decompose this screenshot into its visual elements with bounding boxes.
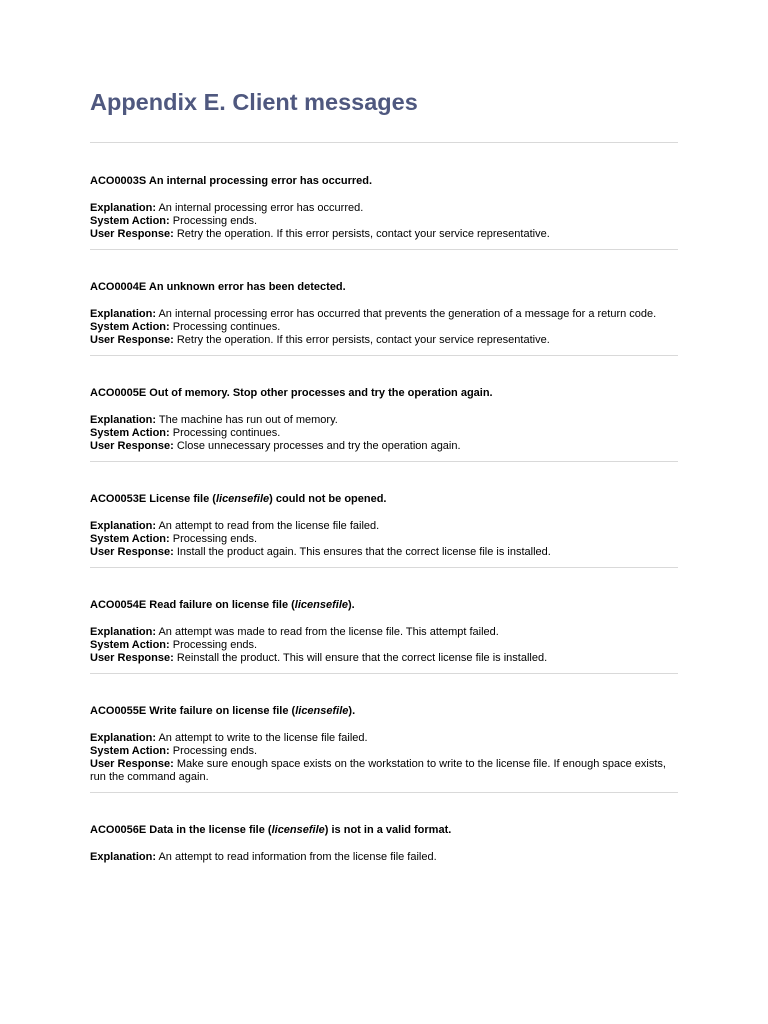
user-response-row: User Response: Retry the operation. If this error persists, contact your service representative. — [90, 228, 550, 240]
message-entry — [90, 280, 678, 356]
message-heading: ACO0056E Data in the license file (licensefile) is not in a valid format. — [90, 824, 452, 836]
explanation-row: Explanation: The machine has run out of memory. — [90, 414, 338, 426]
title-divider — [90, 142, 678, 143]
message-body — [90, 520, 678, 559]
message-body — [90, 851, 678, 864]
message-entry — [90, 174, 678, 250]
message-entry — [90, 823, 678, 864]
system-action-row: System Action: Processing ends. — [90, 745, 258, 757]
system-action-row: System Action: Processing continues. — [90, 321, 281, 333]
message-body — [90, 732, 678, 784]
user-response-row: User Response: Retry the operation. If this error persists, contact your service representative. — [90, 334, 550, 346]
explanation-row: Explanation: An attempt to write to the license file failed. — [90, 732, 368, 744]
message-divider — [90, 673, 678, 674]
page-title: Appendix E. Client messages — [90, 89, 418, 115]
message-heading: ACO0053E License file (licensefile) could not be opened. — [90, 493, 387, 505]
message-entry — [90, 704, 678, 793]
explanation-row: Explanation: An attempt was made to read from the license file. This attempt failed. — [90, 626, 499, 638]
message-body — [90, 308, 678, 347]
explanation-row: Explanation: An attempt to read from the license file failed. — [90, 520, 380, 532]
system-action-row: System Action: Processing ends. — [90, 533, 258, 545]
user-response-row: User Response: Install the product again. This ensures that the correct license file is installed. — [90, 546, 551, 558]
message-heading: ACO0054E Read failure on license file (licensefile). — [90, 599, 355, 611]
user-response-row: User Response: Reinstall the product. This will ensure that the correct license file is installed. — [90, 652, 548, 664]
message-heading: ACO0055E Write failure on license file (licensefile). — [90, 705, 356, 717]
message-heading: ACO0004E An unknown error has been detected. — [90, 281, 346, 293]
message-entry — [90, 492, 678, 568]
message-body — [90, 202, 678, 241]
user-response-row: User Response: Close unnecessary processes and try the operation again. — [90, 440, 461, 452]
message-body — [90, 626, 678, 665]
system-action-row: System Action: Processing continues. — [90, 427, 281, 439]
explanation-row: Explanation: An attempt to read information from the license file failed. — [90, 851, 437, 863]
message-body — [90, 414, 678, 453]
message-heading: ACO0005E Out of memory. Stop other processes and try the operation again. — [90, 387, 493, 399]
system-action-row: System Action: Processing ends. — [90, 215, 258, 227]
message-divider — [90, 249, 678, 250]
user-response-row: User Response: Make sure enough space exists on the workstation to write to the license file. If enough space exists, run the command again. — [90, 758, 666, 783]
message-entry — [90, 386, 678, 462]
message-divider — [90, 461, 678, 462]
message-heading: ACO0003S An internal processing error has occurred. — [90, 175, 373, 187]
message-divider — [90, 567, 678, 568]
message-divider — [90, 792, 678, 793]
message-divider — [90, 355, 678, 356]
explanation-row: Explanation: An internal processing error has occurred. — [90, 202, 364, 214]
explanation-row: Explanation: An internal processing error has occurred that prevents the generation of a message for a return code. — [90, 308, 657, 320]
system-action-row: System Action: Processing ends. — [90, 639, 258, 651]
message-entry — [90, 598, 678, 674]
